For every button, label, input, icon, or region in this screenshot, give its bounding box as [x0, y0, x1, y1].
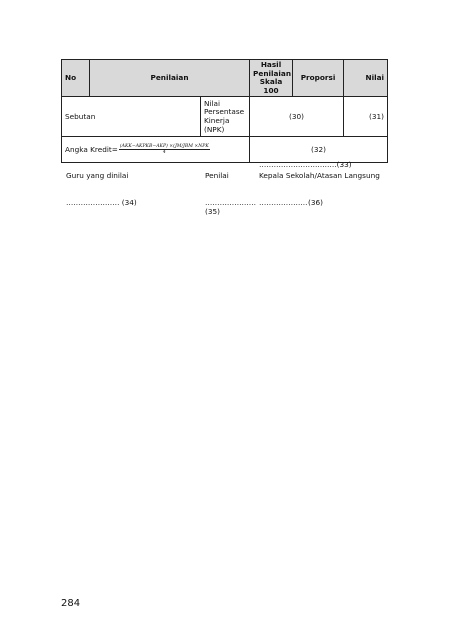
header-proporsi: Proporsi	[293, 60, 344, 97]
nilai-cell: (31)	[344, 97, 388, 137]
formula-numerator: (AKK−AKPKB−AKP) ×(JM/JBM ×NPK	[119, 144, 209, 150]
table-header-row	[62, 60, 388, 97]
table-row-sebutan	[62, 97, 388, 137]
penilai-signature: …………………	[205, 198, 257, 207]
hasil-proporsi-cell: (30)	[250, 97, 344, 137]
atasan-signature: ………………..	[259, 198, 308, 207]
formula-denominator: 4	[162, 150, 166, 156]
header-hasil: Hasil Penilaian Skala 100	[250, 60, 293, 97]
assessment-table	[61, 59, 388, 163]
angka-kredit-value: (32)	[250, 137, 388, 163]
header-nilai: Nilai	[344, 60, 388, 97]
sebutan-label: Sebutan	[62, 97, 201, 137]
guru-dinilai-label: Guru yang dinilai	[66, 171, 129, 180]
npk-label: Nilai Persentase Kinerja (NPK)	[201, 97, 250, 137]
header-penilaian: Penilaian	[90, 60, 250, 97]
penilai-label: Penilai	[205, 171, 229, 180]
angka-kredit-cell	[62, 137, 250, 163]
angka-kredit-formula	[119, 144, 210, 156]
atasan-label: Kepala Sekolah/Atasan Langsung	[259, 171, 380, 180]
page-number: 284	[61, 598, 81, 609]
guru-dinilai-signature: …………………. (34)	[66, 198, 137, 207]
header-no: No	[62, 60, 90, 97]
atasan-number: (36)	[308, 198, 323, 207]
angka-kredit-label: Angka Kredit=	[65, 144, 118, 154]
date-line: ……………………….….(33)	[259, 160, 352, 169]
penilai-number: (35)	[205, 207, 220, 216]
